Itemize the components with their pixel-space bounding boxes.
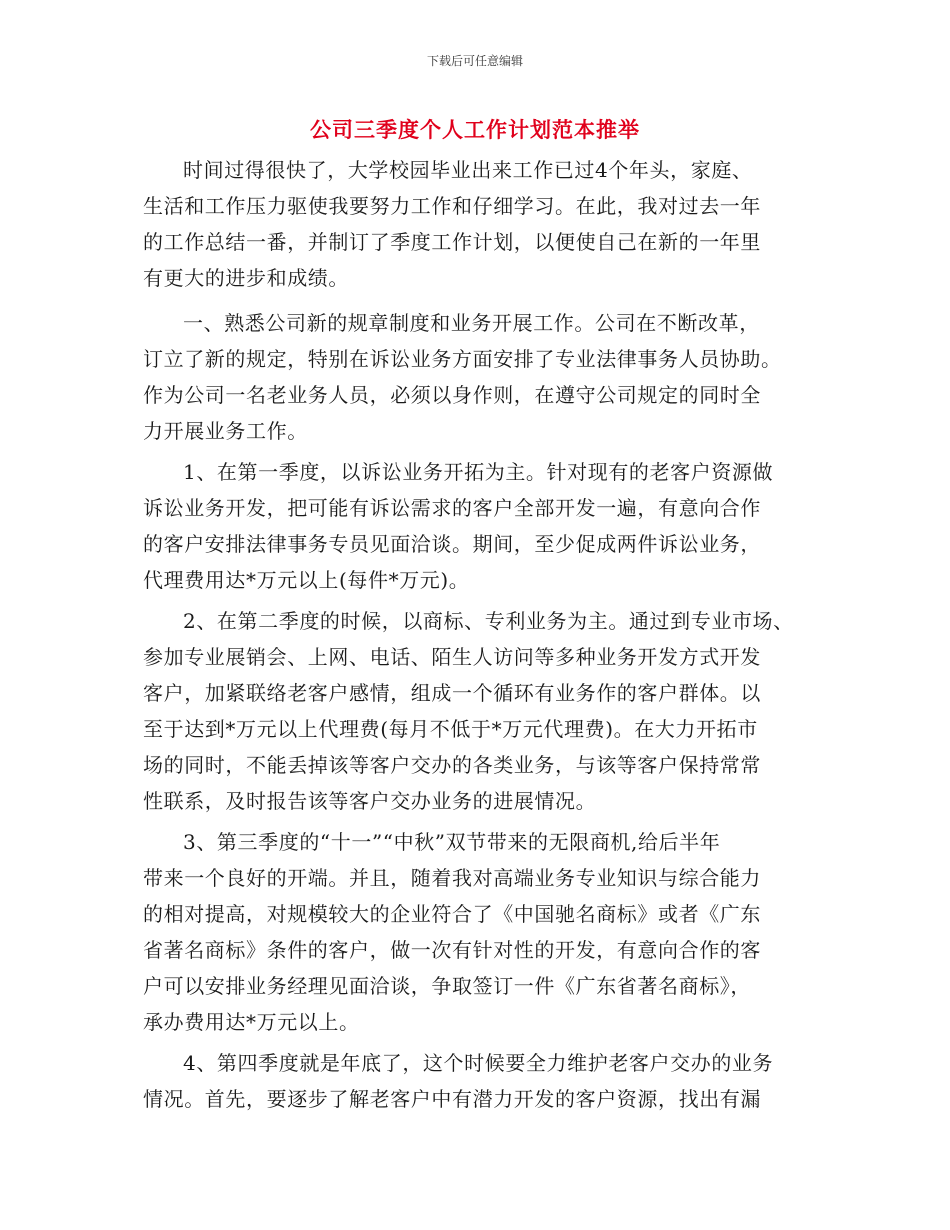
paragraph-line: 的相对提高，对规模较大的企业符合了《中国驰名商标》或者《广东 — [143, 902, 761, 926]
paragraph-line: 的客户安排法律事务专员见面洽谈。期间，至少促成两件诉讼业务， — [143, 532, 761, 556]
paragraph-line: 时间过得很快了，大学校园毕业出来工作已过4个年头，家庭、 — [183, 158, 753, 182]
paragraph-line: 参加专业展销会、上网、电话、陌生人访问等多种业务开发方式开发 — [143, 645, 761, 669]
paragraph-line: 力开展业务工作。 — [143, 419, 308, 443]
paragraph-line: 生活和工作压力驱使我要努力工作和仔细学习。在此，我对过去一年 — [143, 194, 761, 218]
document-title: 公司三季度个人工作计划范本推举 — [310, 118, 640, 142]
paragraph-line: 代理费用达*万元以上(每件*万元)。 — [143, 568, 470, 592]
paragraph-line: 订立了新的规定，特别在诉讼业务方面安排了专业法律事务人员协助。 — [143, 347, 782, 371]
paragraph-line: 户可以安排业务经理见面洽谈，争取签订一件《广东省著名商标》， — [143, 974, 751, 998]
paragraph-line: 情况。首先，要逐步了解老客户中有潜力开发的客户资源，找出有漏 — [143, 1087, 761, 1111]
paragraph-line: 有更大的进步和成绩。 — [143, 266, 349, 290]
paragraph-line: 性联系，及时报告该等客户交办业务的进展情况。 — [143, 789, 597, 813]
paragraph-line: 诉讼业务开发，把可能有诉讼需求的客户全部开发一遍，有意向合作 — [143, 496, 761, 520]
paragraph-line: 省著名商标》条件的客户，做一次有针对性的开发，有意向合作的客 — [143, 938, 761, 962]
paragraph-line: 带来一个良好的开端。并且，随着我对高端业务专业知识与综合能力 — [143, 866, 761, 890]
paragraph-line: 的工作总结一番，并制订了季度工作计划，以便使自己在新的一年里 — [143, 230, 761, 254]
paragraph-line: 4、第四季度就是年底了，这个时候要全力维护老客户交办的业务 — [183, 1051, 774, 1075]
paragraph-line: 场的同时，不能丢掉该等客户交办的各类业务，与该等客户保持常常 — [143, 753, 761, 777]
paragraph-line: 3、第三季度的“十一”“中秋”双节带来的无限商机,给后半年 — [183, 830, 721, 854]
paragraph-line: 承办费用达*万元以上。 — [143, 1010, 360, 1034]
paragraph-line: 2、在第二季度的时候，以商标、专利业务为主。通过到专业市场、 — [183, 609, 794, 633]
paragraph-line: 一、熟悉公司新的规章制度和业务开展工作。公司在不断改革， — [183, 311, 760, 335]
paragraph-line: 至于达到*万元以上代理费(每月不低于*万元代理费)。在大力开拓市 — [143, 717, 758, 741]
paragraph-line: 1、在第一季度，以诉讼业务开拓为主。针对现有的老客户资源做 — [183, 460, 774, 484]
page-header-note: 下载后可任意编辑 — [426, 54, 523, 68]
paragraph-line: 作为公司一名老业务人员，必须以身作则，在遵守公司规定的同时全 — [143, 383, 761, 407]
paragraph-line: 客户，加紧联络老客户感情，组成一个循环有业务作的客户群体。以 — [143, 681, 761, 705]
